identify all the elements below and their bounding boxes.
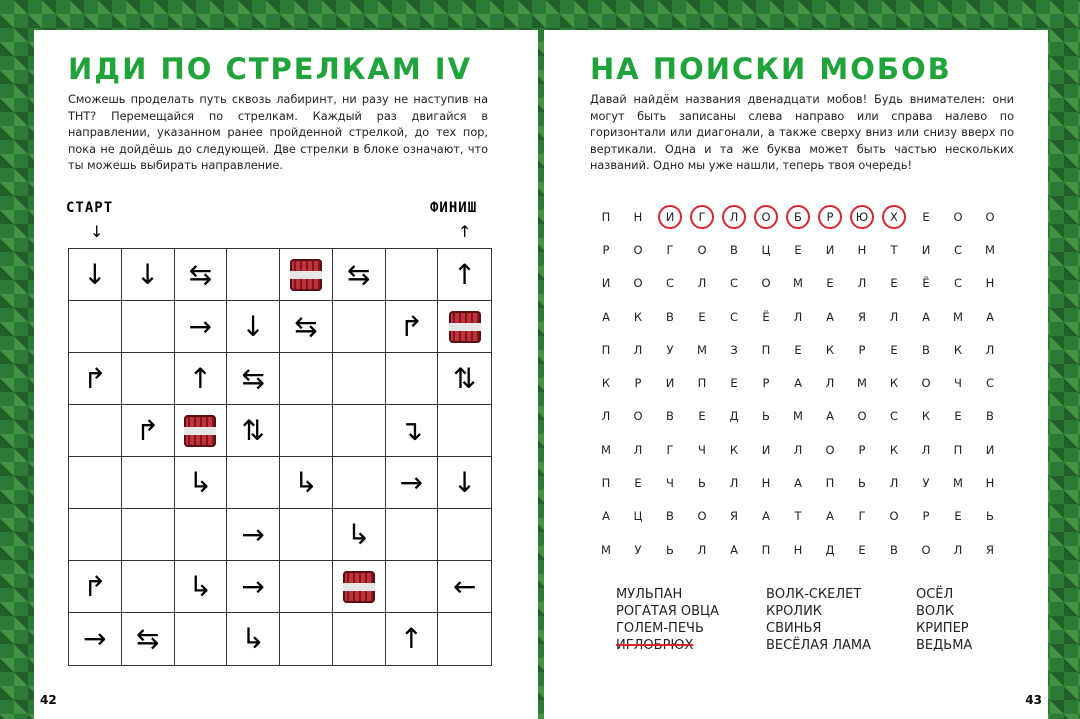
word-list-col1 — [616, 586, 719, 654]
maze-arrow-icon: ↱ — [83, 361, 107, 395]
word-search-letter: К — [889, 442, 899, 457]
maze-cell — [122, 509, 175, 561]
word-search-letter: О — [889, 509, 899, 524]
word-list-item: РОГАТАЯ ОВЦА — [616, 604, 720, 619]
word-search-letter: А — [602, 309, 610, 324]
maze-cell — [175, 249, 228, 301]
word-search-letter: Д — [729, 409, 739, 424]
word-search-letter: Е — [890, 342, 898, 357]
word-search-letter: Л — [601, 409, 611, 424]
maze-cell — [69, 249, 122, 301]
maze-cell — [175, 457, 228, 509]
word-search-letter: У — [922, 476, 930, 491]
word-search-letter: С — [889, 409, 899, 424]
page-number-left: 42 — [40, 693, 57, 707]
maze-arrow-icon: ⇆ — [188, 257, 213, 291]
word-search-letter: Г — [666, 242, 674, 257]
word-search-letter: Е — [858, 542, 866, 557]
word-search-letter: Е — [826, 276, 834, 291]
word-search-letter: Я — [986, 542, 994, 557]
maze-cell — [280, 613, 333, 665]
maze-arrow-icon: ↱ — [135, 413, 160, 447]
maze-cell — [386, 249, 439, 301]
word-search-letter: Л — [697, 276, 707, 291]
maze-arrow-icon: ⇆ — [294, 309, 318, 343]
tnt-icon — [290, 259, 322, 291]
word-search-letter: А — [602, 509, 610, 524]
maze-cell — [69, 457, 122, 509]
word-search-letter: К — [633, 309, 643, 324]
word-search-letter: П — [761, 542, 771, 557]
word-list-item: ИГЛОБРЮХ — [616, 638, 694, 653]
word-search-letter: С — [953, 242, 963, 257]
word-search-letter: О — [825, 442, 835, 457]
word-search-letter: Л — [889, 309, 899, 324]
maze-arrow-icon: ↳ — [346, 517, 371, 551]
word-search-letter: И — [985, 442, 995, 457]
word-search-letter: Н — [985, 476, 995, 491]
maze-arrow-icon: ↱ — [83, 569, 107, 603]
word-search-letter: К — [953, 342, 963, 357]
maze-cell — [438, 457, 491, 509]
word-search-letter: Е — [794, 242, 802, 257]
word-search-letter: Ь — [666, 542, 674, 557]
finish-label: ФИНИШ — [430, 200, 478, 216]
word-search-letter: Р — [858, 342, 866, 357]
maze-cell — [227, 509, 280, 561]
word-search-letter: Ь — [986, 509, 994, 524]
word-search-letter: Е — [922, 209, 930, 224]
maze-cell — [175, 613, 228, 665]
word-search-letter: Р — [814, 200, 846, 233]
word-search-letter: Л — [921, 442, 931, 457]
word-search-letter: А — [794, 376, 802, 391]
word-search-letter: П — [825, 476, 835, 491]
word-search-letter: П — [601, 476, 611, 491]
word-search-letter: О — [633, 242, 643, 257]
maze-cell — [386, 405, 439, 457]
maze-cell — [333, 301, 386, 353]
word-search-letter: М — [985, 242, 995, 257]
maze-cell — [122, 405, 175, 457]
word-search-letter: Ь — [762, 409, 770, 424]
maze-cell — [280, 249, 333, 301]
maze-cell — [386, 613, 439, 665]
word-search-letter: В — [666, 409, 674, 424]
word-search-letter: П — [953, 442, 963, 457]
word-search-letter: Л — [953, 542, 963, 557]
word-search-letter: Р — [602, 242, 610, 257]
word-search-letter: Л — [633, 342, 643, 357]
word-list-item: ВЕСЁЛАЯ ЛАМА — [766, 638, 872, 653]
maze-cell — [386, 457, 439, 509]
word-list-item: ВОЛК — [916, 604, 955, 619]
word-search-letter: А — [826, 409, 834, 424]
word-search-letter: О — [633, 276, 643, 291]
word-search-letter: В — [666, 309, 674, 324]
word-search-letter: Ч — [954, 376, 962, 391]
right-page — [544, 30, 1048, 719]
maze-arrow-icon: ⇅ — [241, 413, 265, 447]
maze-cell — [122, 353, 175, 405]
word-search-letter: В — [986, 409, 994, 424]
maze-cell — [227, 249, 280, 301]
maze-cell — [175, 509, 228, 561]
word-search-letter: Л — [825, 376, 835, 391]
maze-cell — [122, 249, 175, 301]
word-search-letter: В — [666, 509, 674, 524]
word-search-letter: Е — [954, 409, 962, 424]
word-search-letter: Х — [878, 200, 910, 233]
start-arrow-icon: ↓ — [90, 222, 104, 241]
maze-arrow-icon: ⇆ — [135, 622, 160, 655]
word-search-letter: С — [729, 309, 739, 324]
word-search-letter: К — [825, 342, 835, 357]
word-search-letter: П — [601, 209, 611, 224]
word-search-letter: О — [750, 200, 782, 233]
maze-cell — [280, 353, 333, 405]
maze-cell — [438, 249, 491, 301]
maze-cell — [122, 301, 175, 353]
word-search-letter: Ц — [633, 509, 643, 524]
word-search-letter: Р — [634, 376, 642, 391]
word-search-letter: М — [953, 309, 963, 324]
word-search-letter: С — [953, 276, 963, 291]
word-search-letter: К — [601, 376, 611, 391]
maze-arrow-icon: ← — [452, 569, 477, 603]
maze-cell — [438, 353, 491, 405]
word-search-letter: Ё — [762, 309, 770, 324]
word-search-letter: Е — [698, 409, 706, 424]
maze-cell — [227, 613, 280, 665]
word-search-letter: О — [697, 509, 707, 524]
maze-cell — [280, 509, 333, 561]
word-search-letter: Р — [858, 442, 866, 457]
word-search-letter: И — [761, 442, 771, 457]
tnt-icon — [343, 571, 375, 603]
maze-cell — [227, 561, 280, 613]
word-search-letter: А — [762, 509, 770, 524]
maze-arrow-icon: → — [241, 517, 265, 551]
word-search-letter: Ч — [666, 476, 674, 491]
maze-cell — [175, 405, 228, 457]
word-search-letter: Р — [762, 376, 770, 391]
maze-cell — [175, 561, 228, 613]
word-list-item: ОСЁЛ — [916, 587, 954, 602]
maze-cell — [69, 613, 122, 665]
word-search-letter: Е — [890, 276, 898, 291]
word-search-letter: П — [697, 376, 707, 391]
word-search-letter: Ч — [698, 442, 706, 457]
word-list-item: ГОЛЕМ-ПЕЧЬ — [616, 621, 704, 636]
word-search-letter: Н — [985, 276, 995, 291]
maze-cell — [280, 457, 333, 509]
word-search-letter: И — [601, 276, 611, 291]
maze-arrow-icon: ↓ — [241, 309, 265, 343]
maze-arrow-icon: ↱ — [399, 309, 424, 343]
word-search-letter: Ь — [698, 476, 706, 491]
maze-cell — [333, 561, 386, 613]
maze-cell — [175, 301, 228, 353]
word-search-letter: А — [922, 309, 930, 324]
word-search-letter: А — [794, 476, 802, 491]
word-search-letter: М — [601, 442, 611, 457]
word-search-letter: К — [729, 442, 739, 457]
word-search-letter: О — [697, 242, 707, 257]
tnt-icon — [449, 311, 481, 343]
word-search-letter: Н — [857, 242, 867, 257]
maze-arrow-icon: ↓ — [452, 465, 477, 499]
left-page-title: ИДИ ПО СТРЕЛКАМ IV — [68, 52, 473, 86]
word-search-letter: А — [826, 309, 834, 324]
right-page-intro: Давай найдём названия двенадцати мобов! Будь внимателен: они могут быть записаны слева направо или справа налево по горизонтали или диагонали, а также сверху вниз или снизу вверх по вертикали. Одна и та же буква может быть частью нескольких названий. Одно мы уже нашли, теперь твоя очередь! — [590, 93, 1014, 172]
word-search-letter: З — [730, 342, 738, 357]
maze-cell — [175, 353, 228, 405]
word-search-letter: Н — [633, 209, 643, 224]
word-search-letter: Ё — [922, 276, 930, 291]
word-search-letter: Ю — [846, 200, 878, 233]
maze-cell — [438, 405, 491, 457]
start-label: СТАРТ — [66, 200, 114, 216]
maze-arrow-icon: → — [188, 309, 213, 343]
maze-cell — [227, 405, 280, 457]
word-search-letter: М — [697, 342, 707, 357]
maze-cell — [280, 301, 333, 353]
word-search-letter: Ц — [761, 242, 771, 257]
word-search-letter: Р — [922, 509, 930, 524]
word-search-letter: Д — [825, 542, 835, 557]
word-list-item: КРИПЕР — [916, 621, 969, 636]
word-search-letter: О — [857, 409, 867, 424]
maze-cell — [333, 353, 386, 405]
maze-arrow-icon: ↑ — [452, 257, 477, 291]
word-search-letter: Г — [666, 442, 674, 457]
word-search-letter: Т — [794, 509, 802, 524]
page-number-right: 43 — [1025, 693, 1042, 707]
word-search-letter: П — [761, 342, 771, 357]
maze-cell — [386, 353, 439, 405]
word-search-letter: И — [654, 200, 686, 233]
word-list-item: ВОЛК-СКЕЛЕТ — [766, 587, 862, 602]
maze-arrow-icon: ↓ — [83, 257, 107, 291]
word-search-letter: О — [953, 209, 963, 224]
word-search-letter: С — [729, 276, 739, 291]
maze-arrow-icon: ↓ — [135, 257, 160, 291]
word-search-letter: Н — [793, 542, 803, 557]
word-search-letter: Л — [889, 476, 899, 491]
word-search-letter: М — [793, 276, 803, 291]
maze-arrow-icon: ⇆ — [346, 257, 371, 291]
word-search-letter: Л — [633, 442, 643, 457]
maze-arrow-icon: ↳ — [188, 465, 213, 499]
maze-arrow-icon: → — [399, 465, 424, 499]
maze-arrow-icon: ↴ — [399, 413, 424, 447]
word-list-col2 — [766, 586, 871, 654]
maze-cell — [227, 457, 280, 509]
word-search-letter: Е — [698, 309, 706, 324]
maze-cell — [438, 301, 491, 353]
word-search-letter: С — [985, 376, 995, 391]
maze-cell — [227, 353, 280, 405]
word-search-letter: У — [634, 542, 642, 557]
word-list-col3 — [916, 586, 972, 654]
word-search-letter: Г — [858, 509, 866, 524]
maze-arrow-icon: ↳ — [188, 569, 213, 603]
word-search-letter: В — [890, 542, 898, 557]
maze-cell — [69, 301, 122, 353]
maze-arrow-icon: ⇅ — [452, 361, 477, 395]
word-search-letter: Г — [686, 200, 718, 233]
maze-cell — [122, 613, 175, 665]
word-search-letter: П — [601, 342, 611, 357]
maze-arrow-icon: ↳ — [294, 465, 318, 499]
word-search-letter: Н — [761, 476, 771, 491]
word-list-item: СВИНЬЯ — [766, 621, 822, 636]
maze-arrow-icon: → — [241, 569, 265, 603]
word-list-item: МУЛЬПАН — [616, 587, 683, 602]
word-search-letter: Е — [794, 342, 802, 357]
maze-cell — [122, 561, 175, 613]
maze-cell — [69, 353, 122, 405]
word-search-letter: Л — [793, 442, 803, 457]
left-page-intro: Сможешь проделать путь сквозь лабиринт, ни разу не наступив на ТНТ? Перемещайся по стрелкам. Каждый раз двигайся в направлении, указанном ранее пройденной стрелкой, до тех пор, пока не дойдёшь до следующей. Две стрелки в блоке означают, что ты можешь выбирать направление. — [68, 93, 488, 172]
word-search-letter: М — [601, 542, 611, 557]
maze-cell — [386, 509, 439, 561]
word-search-letter: Л — [793, 309, 803, 324]
word-search-letter: М — [953, 476, 963, 491]
left-page — [34, 30, 538, 719]
maze-cell — [386, 301, 439, 353]
word-search-grid — [590, 200, 1006, 566]
maze-cell — [333, 613, 386, 665]
maze-cell — [69, 509, 122, 561]
word-search-letter: О — [921, 376, 931, 391]
word-search-letter: С — [665, 276, 675, 291]
word-search-letter: Е — [730, 376, 738, 391]
word-search-letter: И — [921, 242, 931, 257]
maze-grid — [68, 248, 492, 666]
maze-arrow-icon: ↑ — [188, 361, 213, 395]
word-search-letter: Л — [985, 342, 995, 357]
word-search-letter: О — [761, 276, 771, 291]
word-search-letter: И — [825, 242, 835, 257]
maze-arrow-icon: ↳ — [241, 622, 265, 655]
word-search-letter: Я — [858, 309, 866, 324]
word-search-letter: А — [826, 509, 834, 524]
maze-cell — [386, 561, 439, 613]
maze-cell — [333, 405, 386, 457]
word-list-item: ВЕДЬМА — [916, 638, 973, 653]
word-search-letter: Л — [857, 276, 867, 291]
maze-cell — [333, 457, 386, 509]
maze-cell — [280, 561, 333, 613]
word-search-letter: Б — [782, 200, 814, 233]
word-search-letter: М — [793, 409, 803, 424]
word-search-letter: Е — [954, 509, 962, 524]
maze-cell — [122, 457, 175, 509]
word-search-letter: Т — [890, 242, 898, 257]
word-search-letter: А — [986, 309, 994, 324]
word-search-letter: К — [889, 376, 899, 391]
maze-cell — [69, 561, 122, 613]
word-search-letter: Я — [730, 509, 738, 524]
word-search-letter: Е — [634, 476, 642, 491]
right-page-title: НА ПОИСКИ МОБОВ — [590, 52, 952, 86]
maze-arrow-icon: ↑ — [399, 622, 424, 655]
maze-cell — [333, 249, 386, 301]
tnt-icon — [184, 415, 216, 447]
word-search-letter: У — [666, 342, 674, 357]
word-search-letter: В — [730, 242, 738, 257]
maze-arrow-icon: → — [83, 622, 107, 655]
word-search-letter: М — [857, 376, 867, 391]
maze-cell — [438, 613, 491, 665]
maze-cell — [227, 301, 280, 353]
word-search-letter: И — [665, 376, 675, 391]
word-search-letter: А — [730, 542, 738, 557]
word-search-letter: О — [921, 542, 931, 557]
word-list-item: КРОЛИК — [766, 604, 823, 619]
maze-cell — [333, 509, 386, 561]
maze-cell — [280, 405, 333, 457]
word-search-letter: В — [922, 342, 930, 357]
finish-arrow-icon: ↑ — [458, 222, 472, 241]
word-search-letter: Ь — [858, 476, 866, 491]
word-search-letter: К — [921, 409, 931, 424]
maze-cell — [438, 561, 491, 613]
word-search-letter: О — [633, 409, 643, 424]
maze-cell — [69, 405, 122, 457]
word-search-letter: О — [985, 209, 995, 224]
word-search-letter: Л — [697, 542, 707, 557]
word-search-letter: Л — [729, 476, 739, 491]
maze-arrow-icon: ⇆ — [241, 361, 265, 395]
word-search-letter: Л — [718, 200, 750, 233]
maze-cell — [438, 509, 491, 561]
